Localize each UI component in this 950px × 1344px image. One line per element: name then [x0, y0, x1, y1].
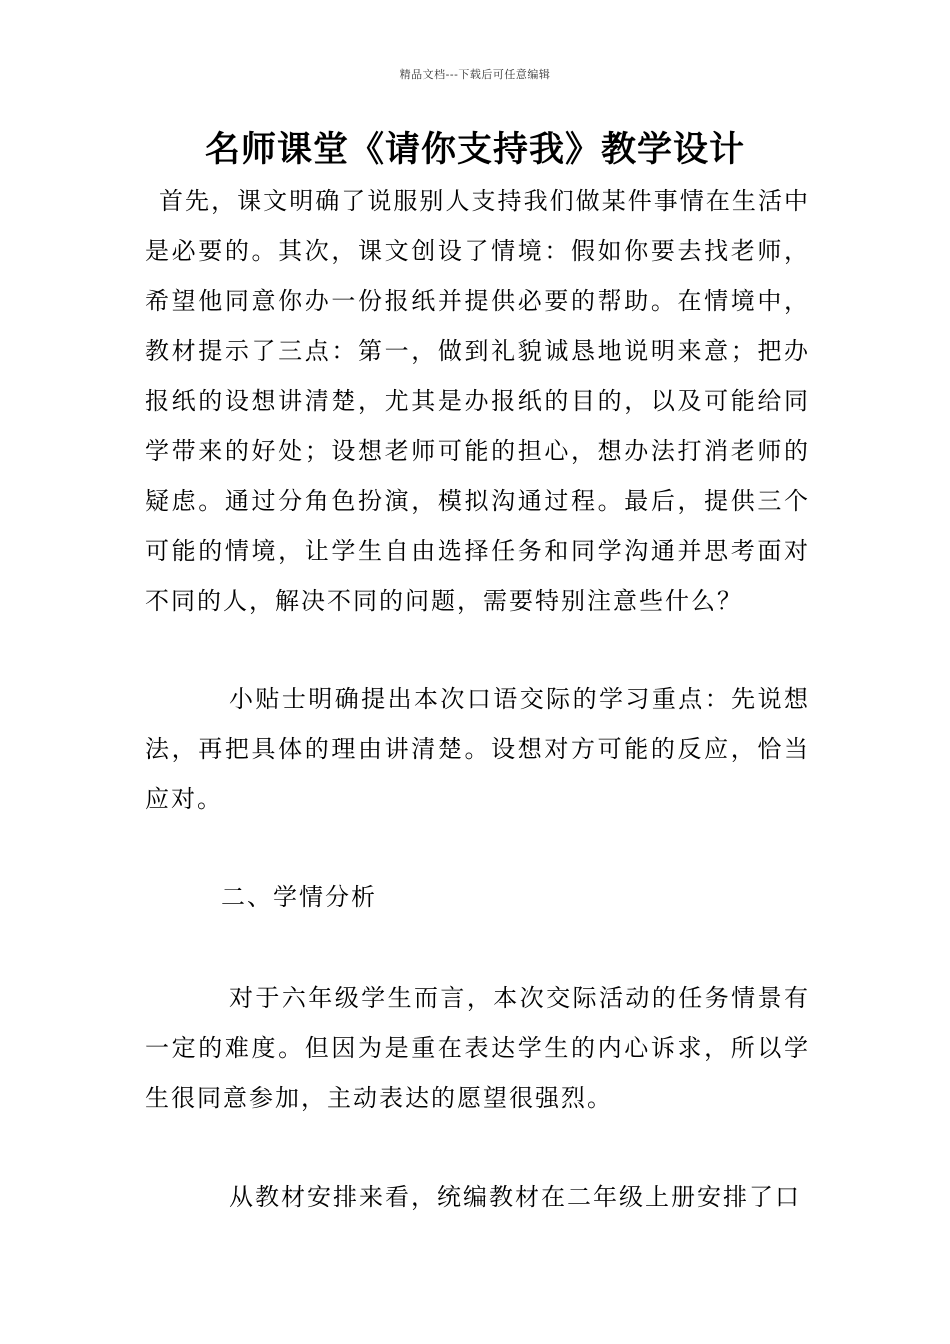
document-title: 名师课堂《请你支持我》教学设计	[204, 130, 745, 170]
paragraph-textbook-arrangement: 从教材安排来看，统编教材在二年级上册安排了口	[229, 1183, 801, 1211]
paragraph-tips: 小贴士明确提出本次口语交际的学习重点：先说想法，再把具体的理由讲清楚。设想对方可能的反应，恰当应对。	[145, 685, 810, 813]
section-heading-student-analysis: 二、学情分析	[221, 883, 377, 911]
paragraph-textbook-analysis: 首先，课文明确了说服别人支持我们做某件事情在生活中是必要的。其次，课文创设了情境：假如你要去找老师，希望他同意你办一份报纸并提供必要的帮助。在情境中，教材提示了三点：第一，做到礼貌诚恳地说明来意；把办报纸的设想讲清楚，尤其是办报纸的目的，以及可能给同学带来的好处；设想老师可能的担心，想办法打消老师的疑虑。通过分角色扮演，模拟沟通过程。最后，提供三个可能的情境，让学生自由选择任务和同学沟通并思考面对不同的人，解决不同的问题，需要特别注意些什么？	[145, 187, 810, 615]
page-header-note: 精品文档---下载后可任意编辑	[399, 68, 551, 81]
paragraph-student-analysis: 对于六年级学生而言，本次交际活动的任务情景有一定的难度。但因为是重在表达学生的内心诉求，所以学生很同意参加，主动表达的愿望很强烈。	[145, 984, 810, 1112]
